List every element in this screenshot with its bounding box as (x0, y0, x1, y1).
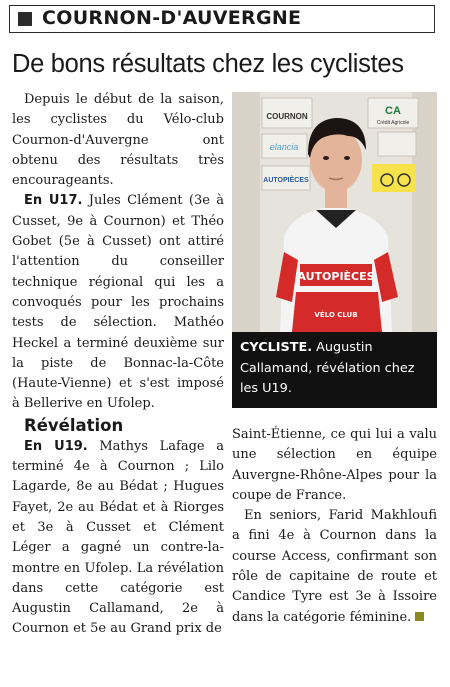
cyclist-photo (232, 92, 437, 332)
intro-paragraph: Depuis le début de la saison, les cyclistes du Vélo-club Cournon-d'Auvergne ont obtenu des résultats très encourageants. (12, 92, 224, 189)
caption-text: Augustin Callamand, révélation chez les U19. (240, 340, 415, 396)
continuation-paragraph: Saint-Étienne, ce qui lui a valu une sélection en équipe Auvergne-Rhône-Alpes pour la coupe de France. (232, 427, 437, 503)
backdrop-text-4: CA (385, 105, 401, 117)
backdrop-text-5: Crédit Agricole (376, 120, 410, 126)
article-column-right (232, 425, 437, 628)
photo-caption (232, 332, 437, 408)
seniors-text: En seniors, Farid Makhloufi a fini 4e à Cournon dans la course Access, confirmant son rôle de capitaine de route et Candice Tyre est 3e à Issoire dans la catégorie féminine. (232, 508, 437, 625)
article-column-left (12, 90, 224, 640)
u17-lead: En U17. (24, 193, 83, 209)
section-title: COURNON-D'AUVERGNE (42, 7, 302, 29)
caption-lead: CYCLISTE. (240, 340, 313, 355)
cyclist-portrait-icon (232, 92, 437, 332)
jersey-sub-text: VÉLO CLUB (314, 311, 358, 319)
section-bar (9, 5, 435, 33)
article-headline: De bons résultats chez les cyclistes (12, 50, 404, 78)
u17-paragraph (12, 191, 224, 414)
u17-text: Jules Clément (3e à Cusset, 9e à Cournon) et Théo Gobet (5e à Cusset) ont attiré l'attention du conseiller technique régional qui les a convoqués pour les prochains tests de sélection. Mathéo Heckel a terminé deuxième sur la piste de Bonnac-la-Côte (Haute-Vienne) et s'est imposé à Bellerive en Ufolep. (12, 193, 224, 412)
u19-paragraph (12, 437, 224, 640)
backdrop-text-2: elancia (269, 142, 299, 152)
seniors-paragraph (232, 506, 437, 628)
revelation-heading: Révélation (24, 415, 124, 435)
section-square-icon (18, 12, 32, 26)
u19-text: Mathys Lafage a terminé 4e à Cournon ; Lilo Lagarde, 8e au Bédat ; Hugues Fayet, 2e au Bédat et à Riorges et 3e à Cusset et Clément Léger a gagné un contre-la-montre en Ufolep. La révélation dans cette catégorie est Augustin Callamand, 2e à Cournon et 5e au Grand prix de (12, 438, 224, 637)
backdrop-text-3: AUTOPIÈCES (263, 177, 309, 184)
end-mark-icon (415, 612, 424, 621)
backdrop-text-1: COURNON (266, 112, 308, 121)
u19-lead: En U19. (24, 438, 88, 454)
jersey-text: AUTOPIÈCES (297, 270, 375, 283)
